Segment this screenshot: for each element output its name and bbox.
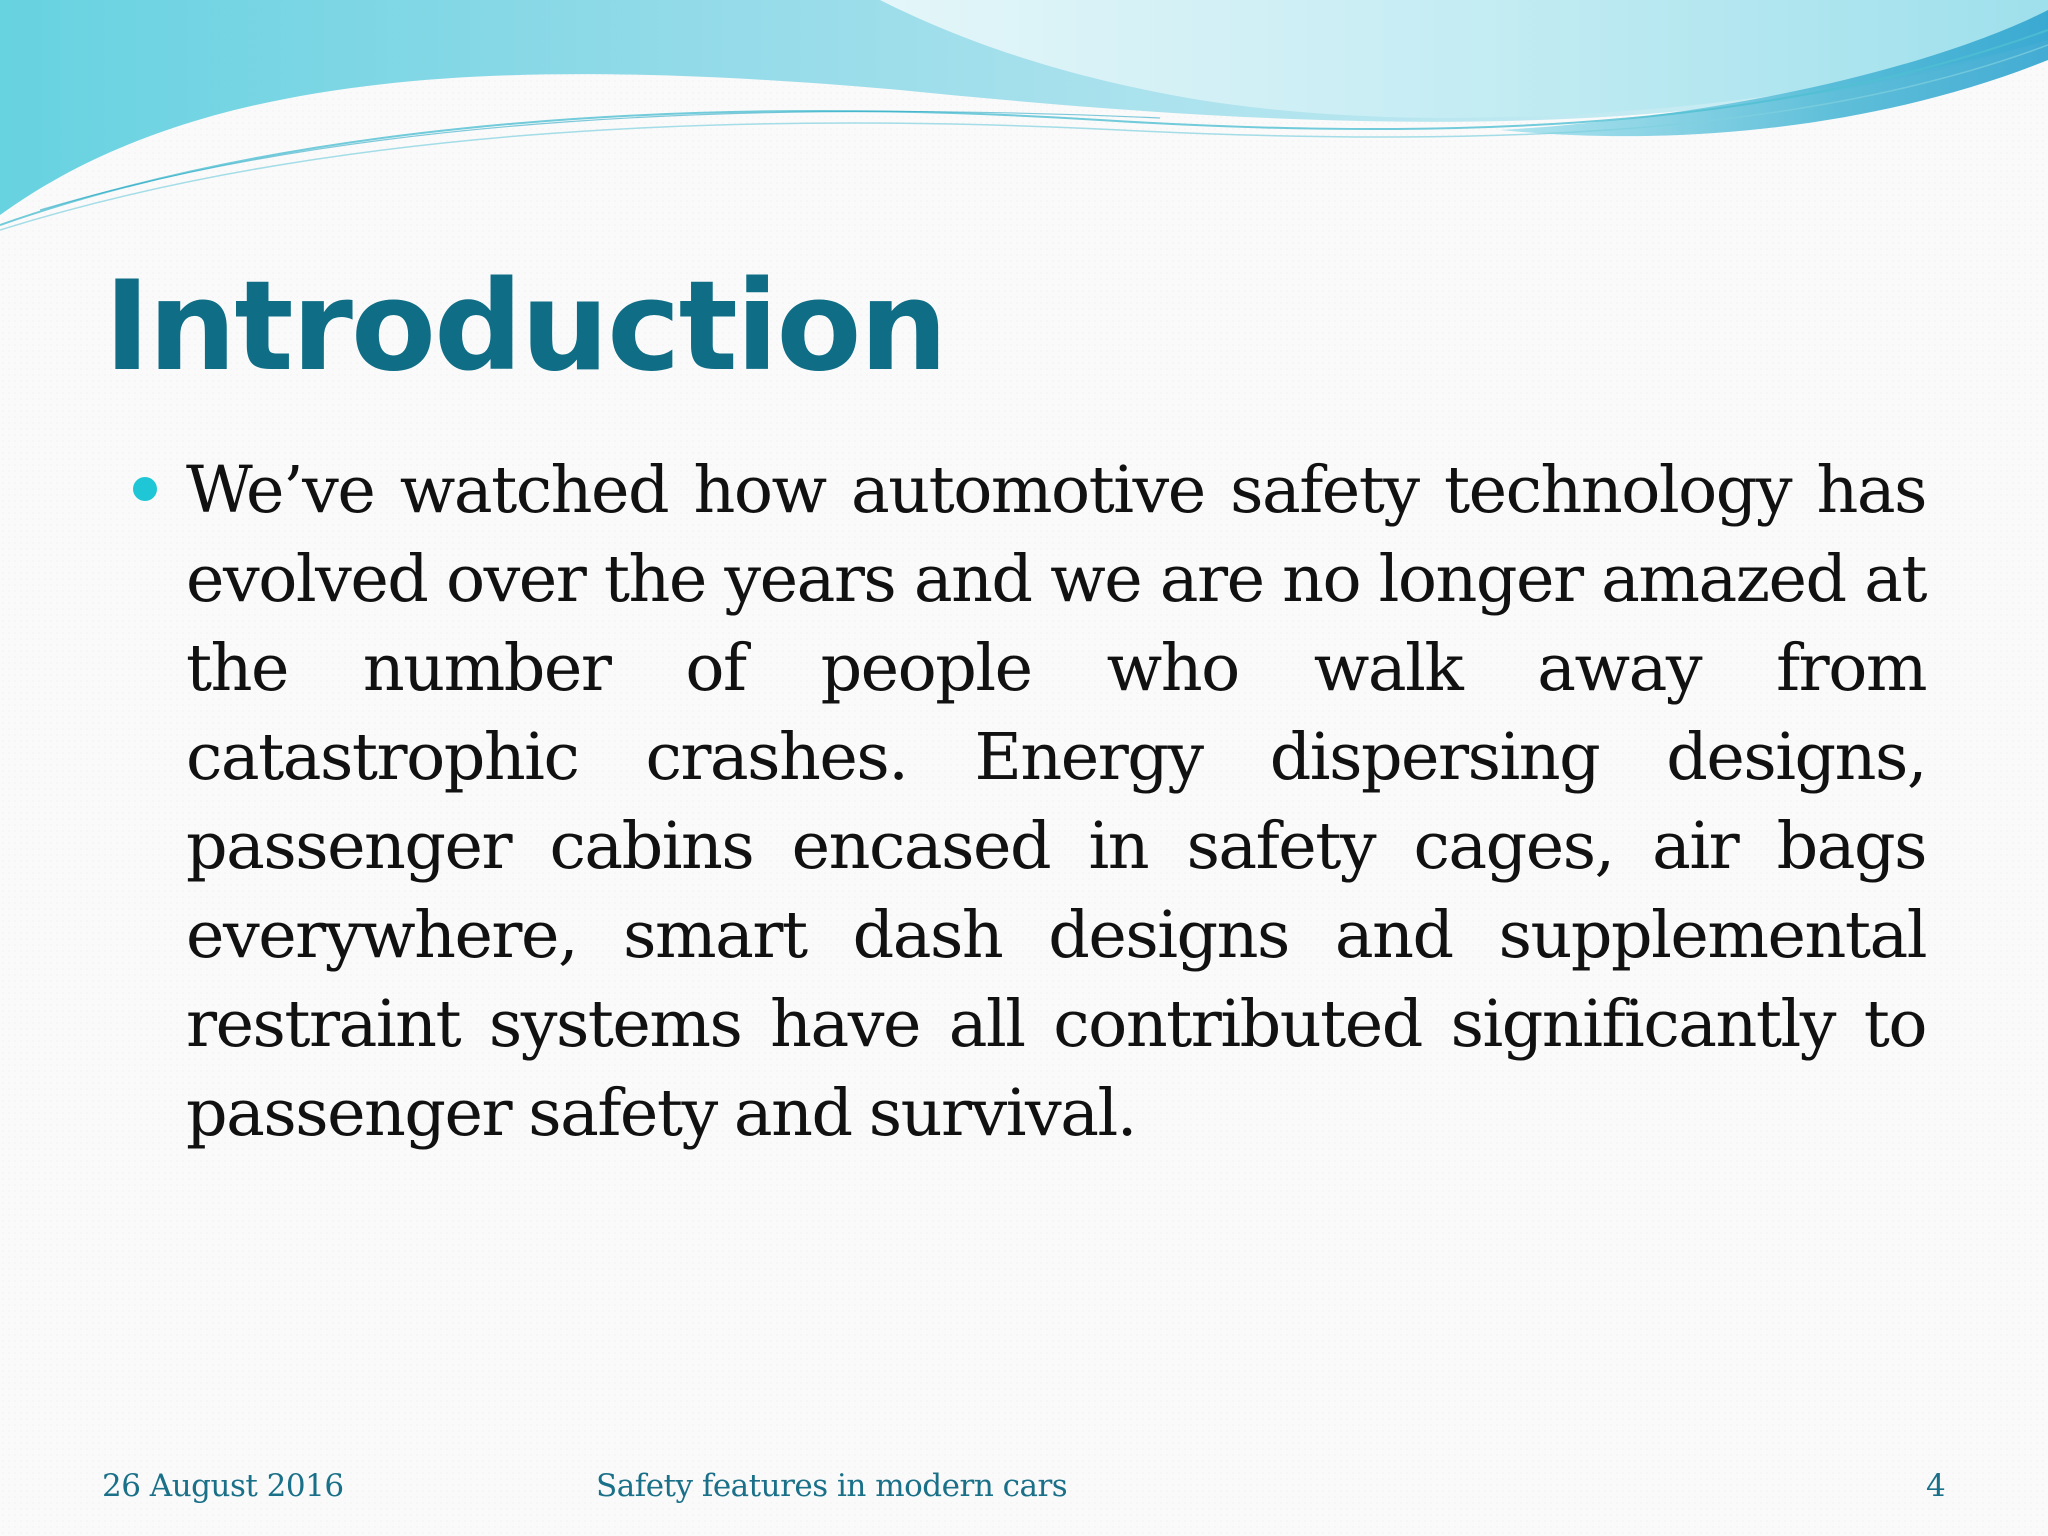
slide-title: Introduction	[104, 255, 946, 399]
header-wave-decoration	[0, 0, 2048, 240]
footer-presentation-title: Safety features in modern cars	[596, 1468, 1068, 1504]
footer-page-number: 4	[1926, 1468, 1946, 1504]
bullet-text: We’ve watched how automotive safety technology has evolved over the years and we are no longer amazed at the number of people who walk away from catastrophic crashes. Energy dispersing designs, passenger cabins encased in safety cages, air bags everywhere, smart dash designs and supplemental restraint systems have all contributed significantly to passenger safety and survival.	[186, 453, 1926, 1151]
bullet-dot-icon	[133, 477, 157, 501]
footer-date: 26 August 2016	[102, 1468, 344, 1504]
